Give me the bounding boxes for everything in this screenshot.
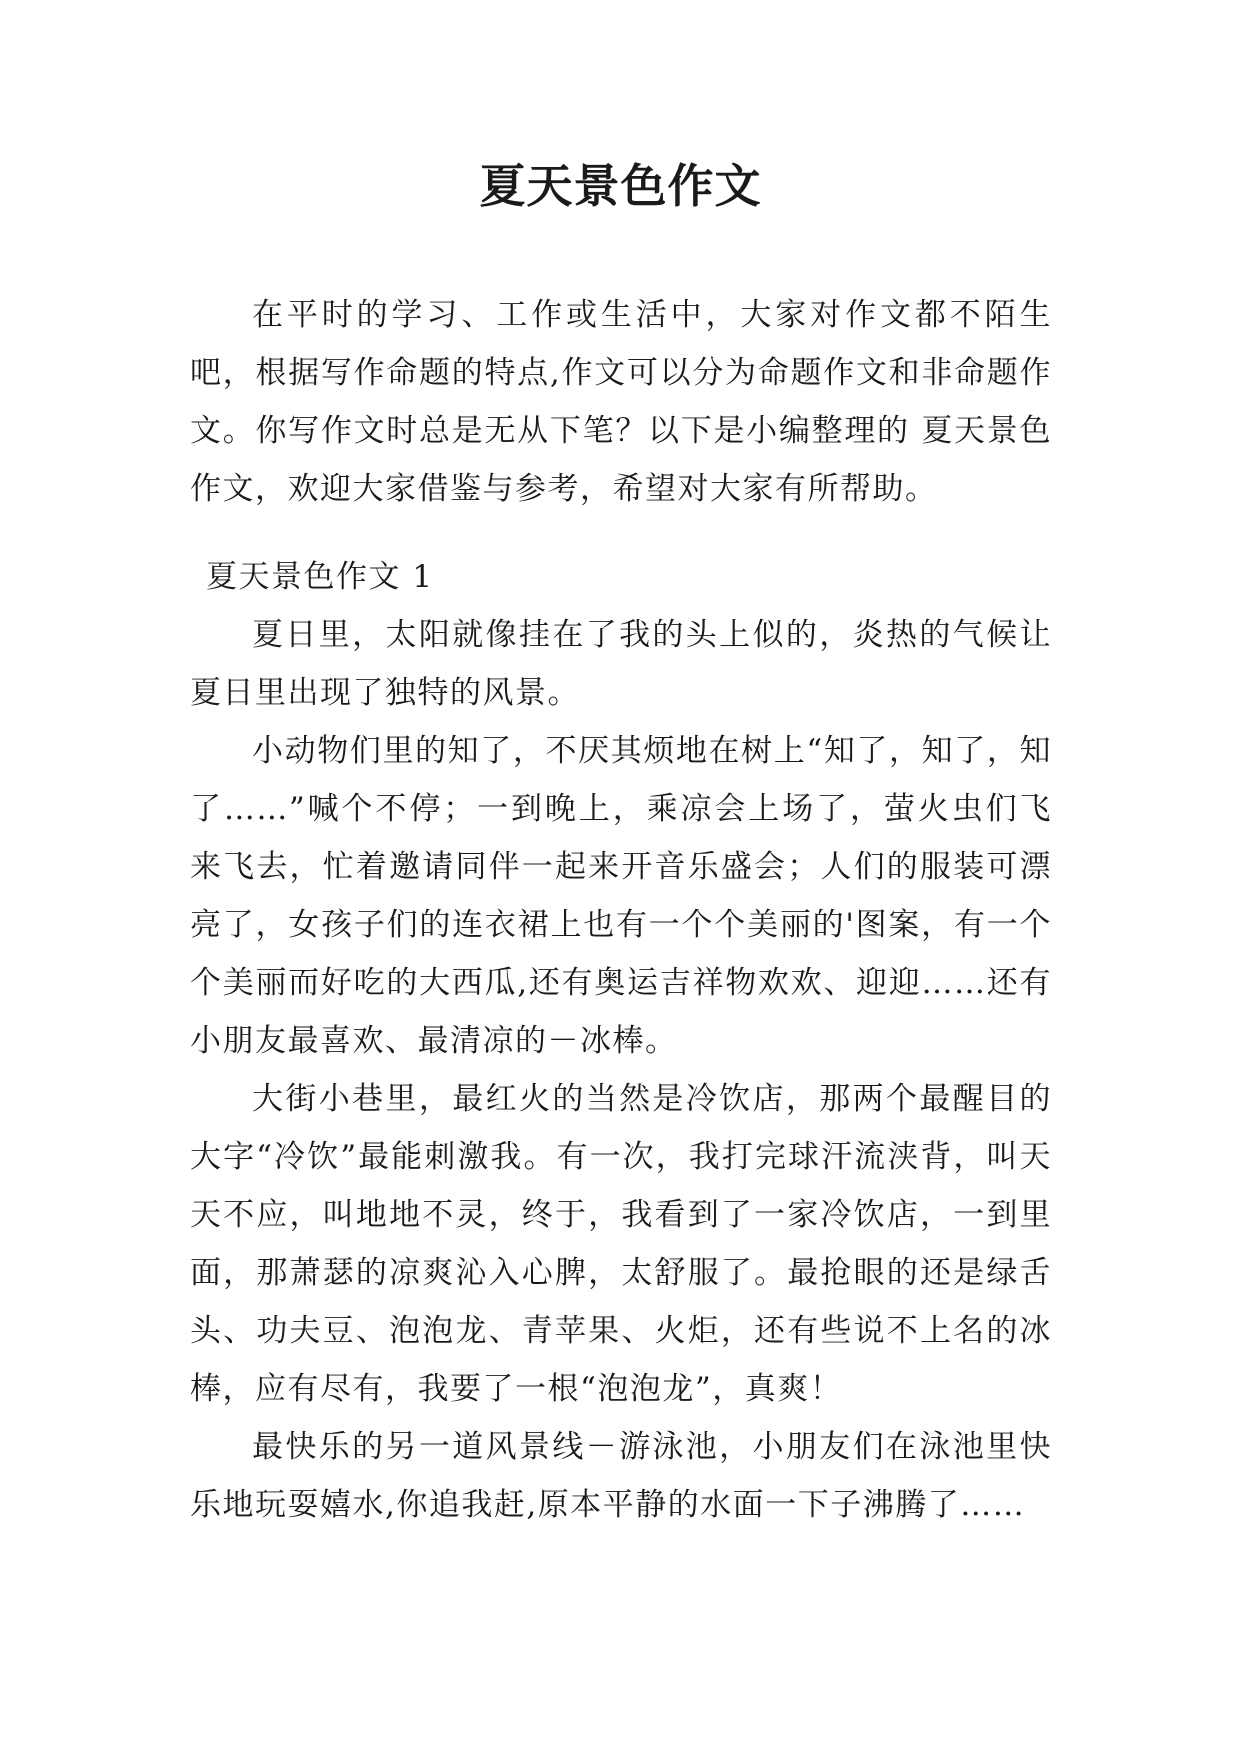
document-body xyxy=(190,286,1052,1534)
body-paragraph-3: 大街小巷里，最红火的当然是冷饮店，那两个最醒目的大字“冷饮”最能刺激我。有一次，我打完球汗流浃背，叫天天不应，叫地地不灵，终于，我看到了一家冷饮店，一到里面，那萧瑟的凉爽沁入心脾，太舒服了。最抢眼的还是绿舌头、功夫豆、泡泡龙、青苹果、火炬，还有些说不上名的冰棒，应有尽有，我要了一根“泡泡龙”，真爽！ xyxy=(190,1081,1052,1407)
body-paragraph-1: 夏日里，太阳就像挂在了我的头上似的，炎热的气候让夏日里出现了独特的风景。 xyxy=(190,617,1052,711)
document-title: 夏天景色作文 xyxy=(479,159,762,213)
intro-paragraph: 在平时的学习、工作或生活中，大家对作文都不陌生吧，根据写作命题的特点,作文可以分为命题作文和非命题作文。你写作文时总是无从下笔？以下是小编整理的 夏天景色作文，欢迎大家借鉴与参考，希望对大家有所帮助。 xyxy=(190,297,1052,507)
section-heading: 夏天景色作文 1 xyxy=(206,559,434,595)
body-paragraph-2: 小动物们里的知了，不厌其烦地在树上“知了，知了，知了……”喊个不停；一到晚上，乘凉会上场了，萤火虫们飞来飞去，忙着邀请同伴一起来开音乐盛会；人们的服装可漂亮了，女孩子们的连衣裙上也有一个个美丽的'图案，有一个个美丽而好吃的大西瓜,还有奥运吉祥物欢欢、迎迎……还有小朋友最喜欢、最清凉的－冰棒。 xyxy=(190,733,1052,1059)
body-paragraph-4: 最快乐的另一道风景线－游泳池，小朋友们在泳池里快乐地玩耍嬉水,你追我赶,原本平静的水面一下子沸腾了…… xyxy=(190,1429,1052,1523)
